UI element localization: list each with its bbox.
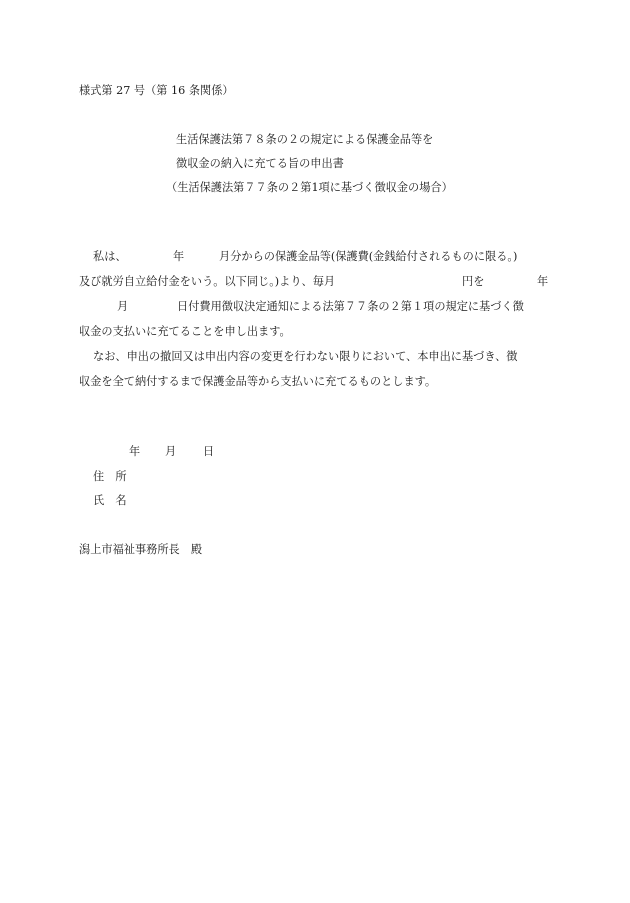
body-line-2-year: 年: [537, 275, 549, 288]
body-line-1-rest: 月分からの保護金品等(保護費(金銭給付されるものに限る。): [219, 250, 518, 263]
address-label: 住 所: [93, 470, 127, 483]
body-line-1-prefix: 私は、: [93, 250, 127, 263]
name-label: 氏 名: [93, 494, 127, 507]
body-line-2-text: 及び就労自立給付金をいう。以下同じ。)より、毎月: [79, 275, 336, 288]
form-number: 様式第 27 号（第 16 条関係）: [79, 84, 234, 97]
body-line-2-yen: 円を: [462, 275, 485, 288]
body-line-1-year: 年: [173, 250, 185, 263]
title-line-3: （生活保護法第７７条の２第1項に基づく徴収金の場合）: [166, 181, 453, 194]
body-line-3-month: 月: [117, 300, 129, 313]
title-line-1: 生活保護法第７８条の２の規定による保護金品等を: [176, 133, 434, 146]
body-line-3-rest: 日付費用徴収決定通知による法第７７条の２第１項の規定に基づく徴: [177, 300, 524, 313]
body-line-4: 収金の支払いに充てることを申し出ます。: [79, 325, 291, 338]
date-month: 月: [165, 445, 177, 458]
date-year: 年: [129, 445, 141, 458]
date-day: 日: [203, 445, 215, 458]
body-line-5: なお、申出の撤回又は申出内容の変更を行わない限りにおいて、本申出に基づき、徴: [93, 350, 518, 363]
body-line-6: 収金を全て納付するまで保護金品等から支払いに充てるものとします。: [79, 375, 437, 388]
title-line-2: 徴収金の納入に充てる旨の申出書: [176, 157, 344, 170]
addressee: 潟上市福祉事務所長 殿: [79, 543, 203, 556]
